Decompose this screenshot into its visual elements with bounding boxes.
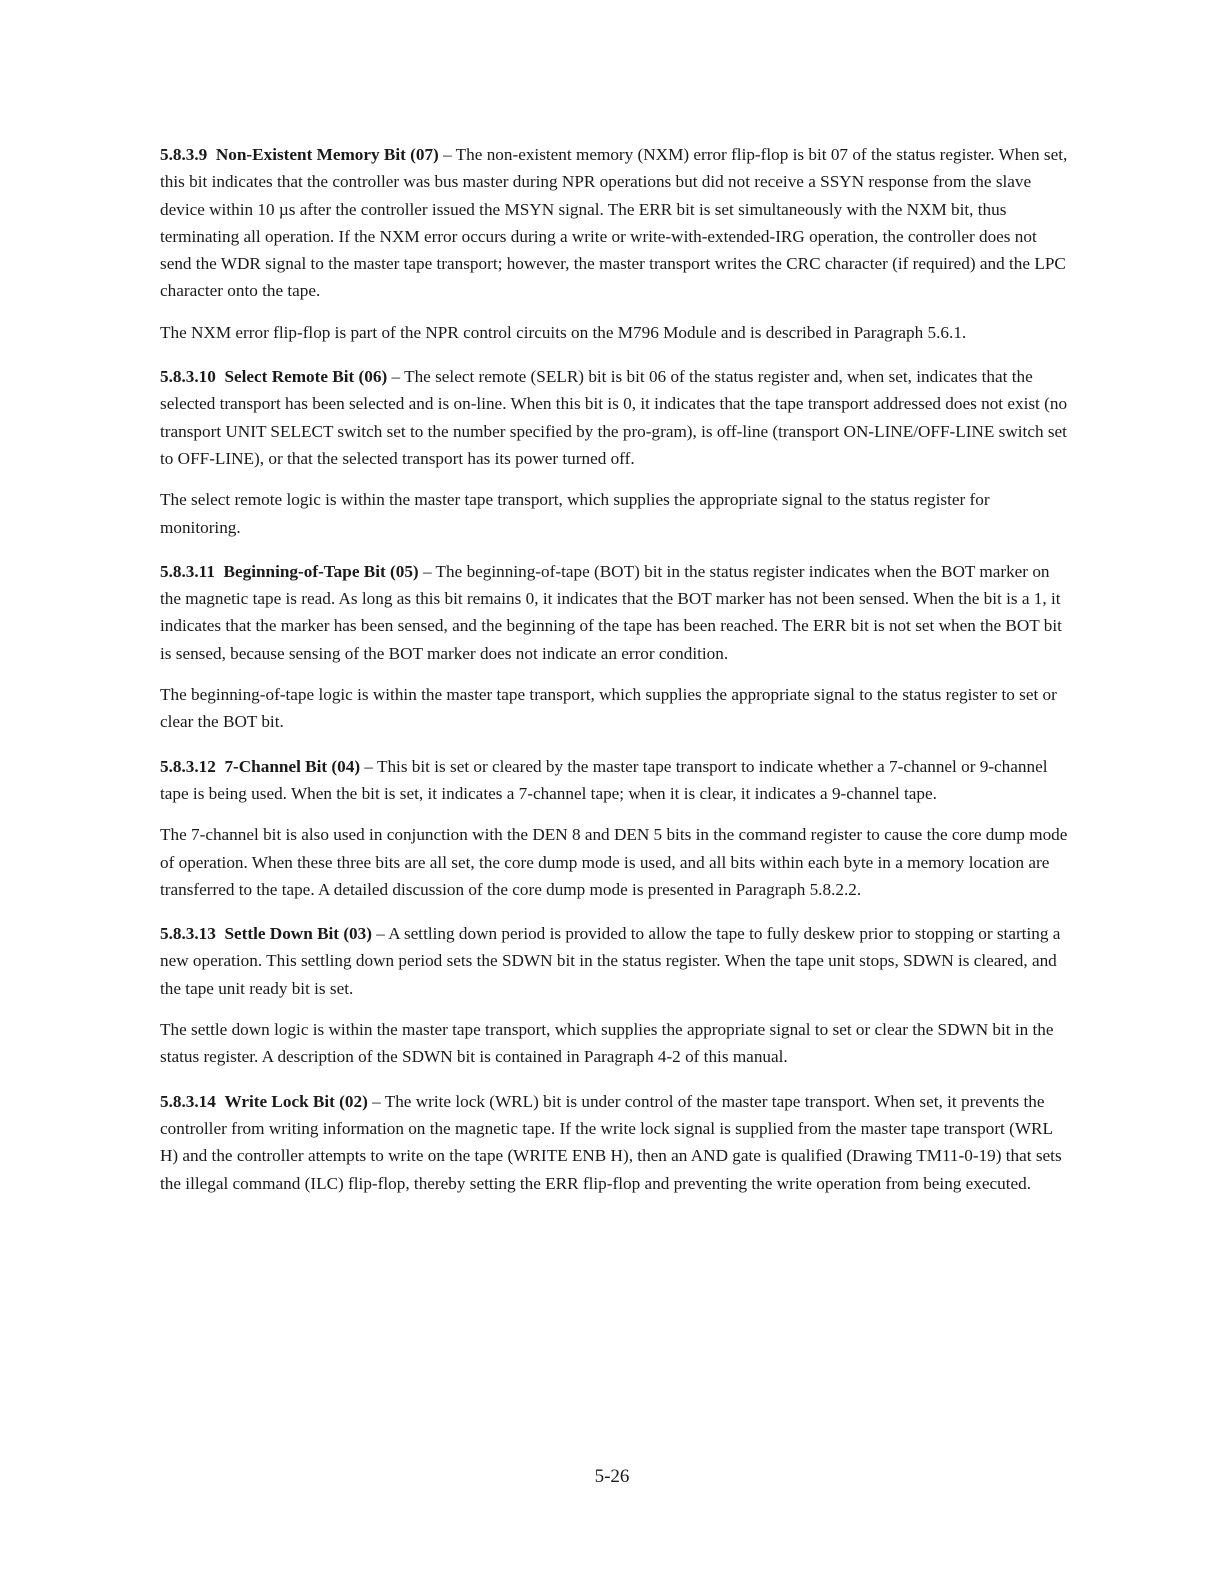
- section-7-channel-bit: [160, 753, 1068, 903]
- paragraph-text: This bit is set or cleared by the master tape transport to indicate whether a 7-channel or 9-channel tape is being used. When the bit is set, it indicates a 7-channel tape; when it is clear, it indicates a 9-channel tape.: [160, 756, 1048, 803]
- paragraph: The beginning-of-tape logic is within the master tape transport, which supplies the appropriate signal to the status register to set or clear the BOT bit.: [160, 685, 1057, 732]
- dash: –: [422, 561, 432, 581]
- paragraph: The 7-channel bit is also used in conjunction with the DEN 8 and DEN 5 bits in the command register to cause the core dump mode of operation. When these three bits are all set, the core dump mode is used, and all bits within each byte in a memory location are transferred to the tape. A detailed discussion of the core dump mode is presented in Paragraph 5.8.2.2.: [160, 825, 1068, 899]
- section-title: Write Lock Bit (02): [224, 1091, 368, 1111]
- paragraph-text: A settling down period is provided to allow the tape to fully deskew prior to stopping or starting a new operation. This settling down period sets the SDWN bit in the status register. When the tape unit stops, SDWN is cleared, and the tape unit ready bit is set.: [160, 924, 1061, 998]
- paragraph: [160, 753, 1068, 808]
- section-title: Non-Existent Memory Bit (07): [215, 145, 439, 164]
- section-settle-down-bit: [160, 920, 1068, 1070]
- dash: –: [391, 367, 401, 387]
- section-nxm-bit: [160, 141, 1068, 346]
- paragraph: [160, 1088, 1068, 1197]
- section-select-remote-bit: [160, 363, 1068, 541]
- section-title: Beginning-of-Tape Bit (05): [223, 561, 419, 581]
- paragraph: The settle down logic is within the master tape transport, which supplies the appropriate signal to set or clear the SDWN bit in the status register. A description of the SDWN bit is contained in Paragraph 4-2 of this manual.: [160, 1020, 1054, 1067]
- dash: –: [376, 924, 385, 944]
- paragraph-text: The write lock (WRL) bit is under control of the master tape transport. When set, it prevents the controller from writing information on the magnetic tape. If the write lock signal is supplied from the master tape transport (WRL H) and the controller attempts to write on the tape (WRITE ENB H), then an AND gate is qualified (Drawing TM11-0-19) that sets the illegal command (ILC) flip-flop, thereby setting the ERR flip-flop and preventing the write operation from being executed.: [160, 1091, 1062, 1193]
- page-number: 5-26: [594, 1466, 630, 1487]
- section-number: 5.8.3.12: [160, 756, 216, 776]
- section-number: 5.8.3.13: [160, 924, 216, 944]
- paragraph: [160, 141, 1068, 305]
- paragraph: The select remote logic is within the master tape transport, which supplies the appropriate signal to the status register for monitoring.: [160, 490, 990, 537]
- paragraph-text: The select remote (SELR) bit is bit 06 of the status register and, when set, indicates that the selected transport has been selected and is on-line. When this bit is 0, it indicates that the tape transport addressed does not exist (no transport UNIT SELECT switch set to the number specified by the pro-gram), is off-line (transport ON-LINE/OFF-LINE switch set to OFF-LINE), or that the selected transport has its power turned off.: [160, 367, 1068, 468]
- section-bot-bit: [160, 558, 1068, 736]
- paragraph: [160, 920, 1068, 1002]
- section-number: 5.8.3.11: [160, 561, 215, 581]
- paragraph-text: The non-existent memory (NXM) error flip-flop is bit 07 of the status register. When set, this bit indicates that the controller was bus master during NPR operations but did not receive a SSYN response from the slave device within 10 µs after the controller issued the MSYN signal. The ERR bit is set simultaneously with the NXM bit, thus terminating all operation. If the NXM error occurs during a write or write-with-extended-IRG operation, the controller does not send the WDR signal to the master tape transport; however, the master transport writes the CRC character (if required) and the LPC character onto the tape.: [160, 145, 1068, 301]
- section-write-lock-bit: [160, 1088, 1068, 1197]
- paragraph: [160, 363, 1068, 472]
- dash: –: [372, 1091, 381, 1111]
- paragraph-text: The beginning-of-tape (BOT) bit in the status register indicates when the BOT marker on the magnetic tape is read. As long as this bit remains 0, it indicates that the BOT marker has not been sensed. When the bit is a 1, it indicates that the marker has been sensed, and the beginning of the tape has been reached. The ERR bit is not set when the BOT bit is sensed, because sensing of the BOT marker does not indicate an error condition.: [160, 561, 1062, 663]
- dash: –: [364, 756, 373, 776]
- section-number: 5.8.3.14: [160, 1091, 216, 1111]
- section-title: Settle Down Bit (03): [224, 924, 372, 944]
- dash: –: [443, 145, 452, 164]
- document-body: [160, 141, 1068, 1214]
- section-title: 7-Channel Bit (04): [224, 756, 361, 776]
- paragraph: The NXM error flip-flop is part of the NPR control circuits on the M796 Module and is described in Paragraph 5.6.1.: [160, 322, 967, 342]
- section-title: Select Remote Bit (06): [224, 367, 388, 387]
- paragraph: [160, 558, 1068, 667]
- section-number: 5.8.3.10: [160, 367, 216, 387]
- section-number: 5.8.3.9: [160, 145, 208, 164]
